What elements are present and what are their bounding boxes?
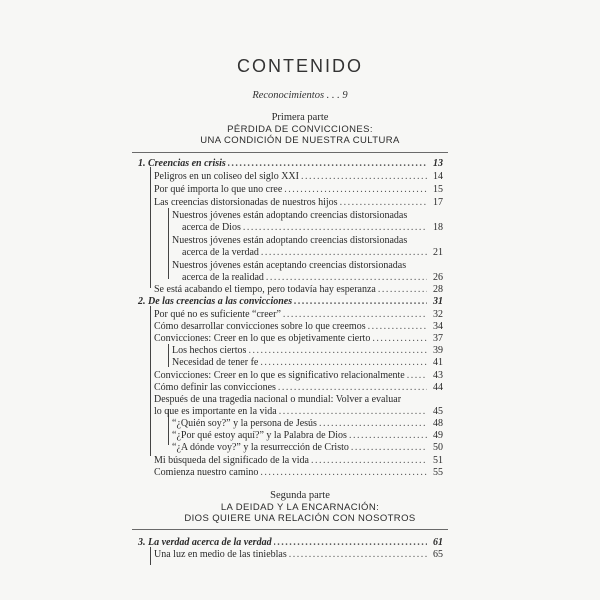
toc-entry[interactable] — [154, 333, 443, 345]
toc-entry[interactable] — [154, 455, 443, 467]
dot-leader — [311, 455, 427, 467]
toc-entry-page: 49 — [433, 430, 443, 441]
chapter-2-sub-bracket — [168, 344, 169, 367]
chapter-3-title: 3. La verdad acerca de la verdad — [138, 537, 272, 548]
toc-entry-title: acerca de Dios — [182, 222, 241, 233]
chapter-2-entry[interactable] — [138, 296, 443, 308]
dot-leader — [248, 345, 427, 357]
toc-entry-title: acerca de la realidad — [182, 272, 264, 283]
toc-entry[interactable] — [154, 197, 443, 209]
toc-entry-page: 14 — [433, 171, 443, 182]
part-one-title-line-2: UNA CONDICIÓN DE NUESTRA CULTURA — [200, 135, 400, 146]
toc-entry-page: 45 — [433, 406, 443, 417]
part-two-header — [0, 490, 600, 524]
toc-entry-title: Comienza nuestro camino — [154, 467, 259, 478]
toc-entry-page: 37 — [433, 333, 443, 344]
dot-leader — [279, 406, 427, 418]
toc-entry[interactable] — [172, 357, 443, 369]
toc-entry[interactable] — [154, 321, 443, 333]
dot-leader — [243, 222, 427, 234]
toc-entry-page: 17 — [433, 197, 443, 208]
contents-heading: CONTENIDO — [237, 56, 363, 76]
toc-entry-page: 50 — [433, 442, 443, 453]
toc-entry-title: Por qué importa lo que uno cree — [154, 184, 283, 195]
chapter-2-bracket — [150, 306, 151, 456]
toc-entry-page: 32 — [433, 309, 443, 320]
part-two-label: Segunda parte — [270, 490, 330, 501]
dot-leader — [351, 442, 427, 454]
part-one-label: Primera parte — [271, 112, 329, 123]
toc-entry-title: Convicciones: Creer en lo que es objetivamente cierto — [154, 333, 371, 344]
toc-entry-page: 48 — [433, 418, 443, 429]
toc-entry-title: lo que es importante en la vida — [154, 406, 277, 417]
dot-leader — [301, 171, 427, 183]
toc-entry[interactable] — [172, 430, 443, 442]
toc-entry-title: “¿Por qué estoy aquí?” y la Palabra de Dios — [172, 430, 347, 441]
toc-entry-title: Una luz en medio de las tinieblas — [154, 549, 287, 560]
toc-entry-title-first-line: Nuestros jóvenes están aceptando creencias distorsionadas — [172, 260, 407, 271]
dot-leader — [266, 272, 427, 284]
toc-entry-title: Necesidad de tener fe — [172, 357, 259, 368]
part-two-title-line-1: LA DEIDAD Y LA ENCARNACIÓN: — [220, 502, 380, 513]
toc-entry-page: 41 — [433, 357, 443, 368]
toc-entry-page: 21 — [433, 247, 443, 258]
dot-leader — [368, 321, 427, 333]
chapter-2-page: 31 — [433, 296, 443, 307]
dot-leader — [284, 184, 427, 196]
toc-entry-page: 26 — [433, 272, 443, 283]
acknowledgments-entry: Reconocimientos . . . 9 — [252, 90, 348, 101]
part-one-title-line-1: PÉRDIDA DE CONVICCIONES: — [227, 124, 373, 135]
toc-entry-title-first-line: Nuestros jóvenes están adoptando creencias distorsionadas — [172, 210, 408, 221]
part-two-title-line-2: DIOS QUIERE UNA RELACIÓN CON NOSOTROS — [184, 513, 416, 524]
dot-leader — [260, 357, 427, 369]
toc-entry[interactable] — [154, 549, 443, 561]
dot-leader — [278, 382, 427, 394]
toc-entry-title-first-line: Nuestros jóvenes están adoptando creencias distorsionadas — [172, 235, 408, 246]
toc-entry-title: Se está acabando el tiempo, pero todavía hay esperanza — [154, 284, 376, 295]
toc-entry-title: Los hechos ciertos — [172, 345, 247, 356]
toc-entry-page: 43 — [433, 370, 443, 381]
chapter-1-sub-bracket — [168, 208, 169, 279]
toc-entry-page: 18 — [433, 222, 443, 233]
dot-leader — [378, 284, 427, 296]
toc-entry-page: 65 — [433, 549, 443, 560]
toc-entry[interactable] — [154, 467, 443, 479]
toc-entry-page: 51 — [433, 455, 443, 466]
toc-entry[interactable] — [172, 442, 443, 454]
toc-entry[interactable] — [172, 418, 443, 430]
toc-entry[interactable] — [154, 284, 443, 296]
toc-entry[interactable] — [182, 247, 443, 259]
toc-entry-title: Las creencias distorsionadas de nuestros hijos — [154, 197, 338, 208]
toc-entry-page: 55 — [433, 467, 443, 478]
toc-entry[interactable] — [154, 184, 443, 196]
toc-entry[interactable] — [182, 222, 443, 234]
dot-leader — [340, 197, 427, 209]
toc-entry-title-first-line: Después de una tragedia nacional o mundial: Volver a evaluar — [154, 394, 402, 405]
toc-entry-page: 28 — [433, 284, 443, 295]
dot-leader — [228, 158, 427, 170]
chapter-3-page: 61 — [433, 537, 443, 548]
part-one-divider — [132, 152, 448, 153]
toc-entry[interactable] — [154, 370, 443, 382]
dot-leader — [260, 467, 427, 479]
toc-entry-title: Mi búsqueda del significado de la vida — [154, 455, 309, 466]
chapter-3-entry[interactable] — [138, 537, 443, 549]
chapter-1-page: 13 — [433, 158, 443, 169]
dot-leader — [294, 296, 427, 308]
dot-leader — [274, 537, 427, 549]
toc-entry-title: Cómo definir las convicciones — [154, 382, 276, 393]
chapter-1-entry[interactable] — [138, 158, 443, 170]
toc-entry[interactable] — [154, 406, 443, 418]
toc-entry-title: Por qué no es suficiente “creer” — [154, 309, 281, 320]
toc-entry[interactable] — [154, 171, 443, 183]
toc-entry[interactable] — [154, 309, 443, 321]
dot-leader — [283, 309, 427, 321]
toc-entry[interactable] — [172, 345, 443, 357]
toc-entry-title: Convicciones: Creer en lo que es significativo relacionalmente — [154, 370, 405, 381]
toc-entry[interactable] — [154, 382, 443, 394]
part-two-divider — [132, 529, 448, 530]
dot-leader — [349, 430, 427, 442]
dot-leader — [372, 333, 427, 345]
toc-entry-title: acerca de la verdad — [182, 247, 259, 258]
chapter-1-bracket — [150, 167, 151, 288]
dot-leader — [261, 247, 427, 259]
dot-leader — [319, 418, 427, 430]
toc-entry-page: 15 — [433, 184, 443, 195]
chapter-1-title: 1. Creencias en crisis — [138, 158, 226, 169]
chapter-2-title: 2. De las creencias a las convicciones — [138, 296, 293, 307]
chapter-3-bracket — [150, 547, 151, 565]
dot-leader — [407, 370, 427, 382]
toc-entry-page: 44 — [433, 382, 443, 393]
toc-entry-title: Peligros en un coliseo del siglo XXI — [154, 171, 299, 182]
toc-entry-page: 39 — [433, 345, 443, 356]
toc-entry-title: “¿Quién soy?” y la persona de Jesús — [172, 418, 317, 429]
toc-entry-page: 34 — [433, 321, 443, 332]
toc-entry[interactable] — [182, 272, 443, 284]
toc-entry-title: “¿A dónde voy?” y la resurrección de Cristo — [172, 442, 349, 453]
dot-leader — [289, 549, 427, 561]
part-one-header — [0, 112, 600, 146]
toc-entry-title: Cómo desarrollar convicciones sobre lo que creemos — [154, 321, 366, 332]
